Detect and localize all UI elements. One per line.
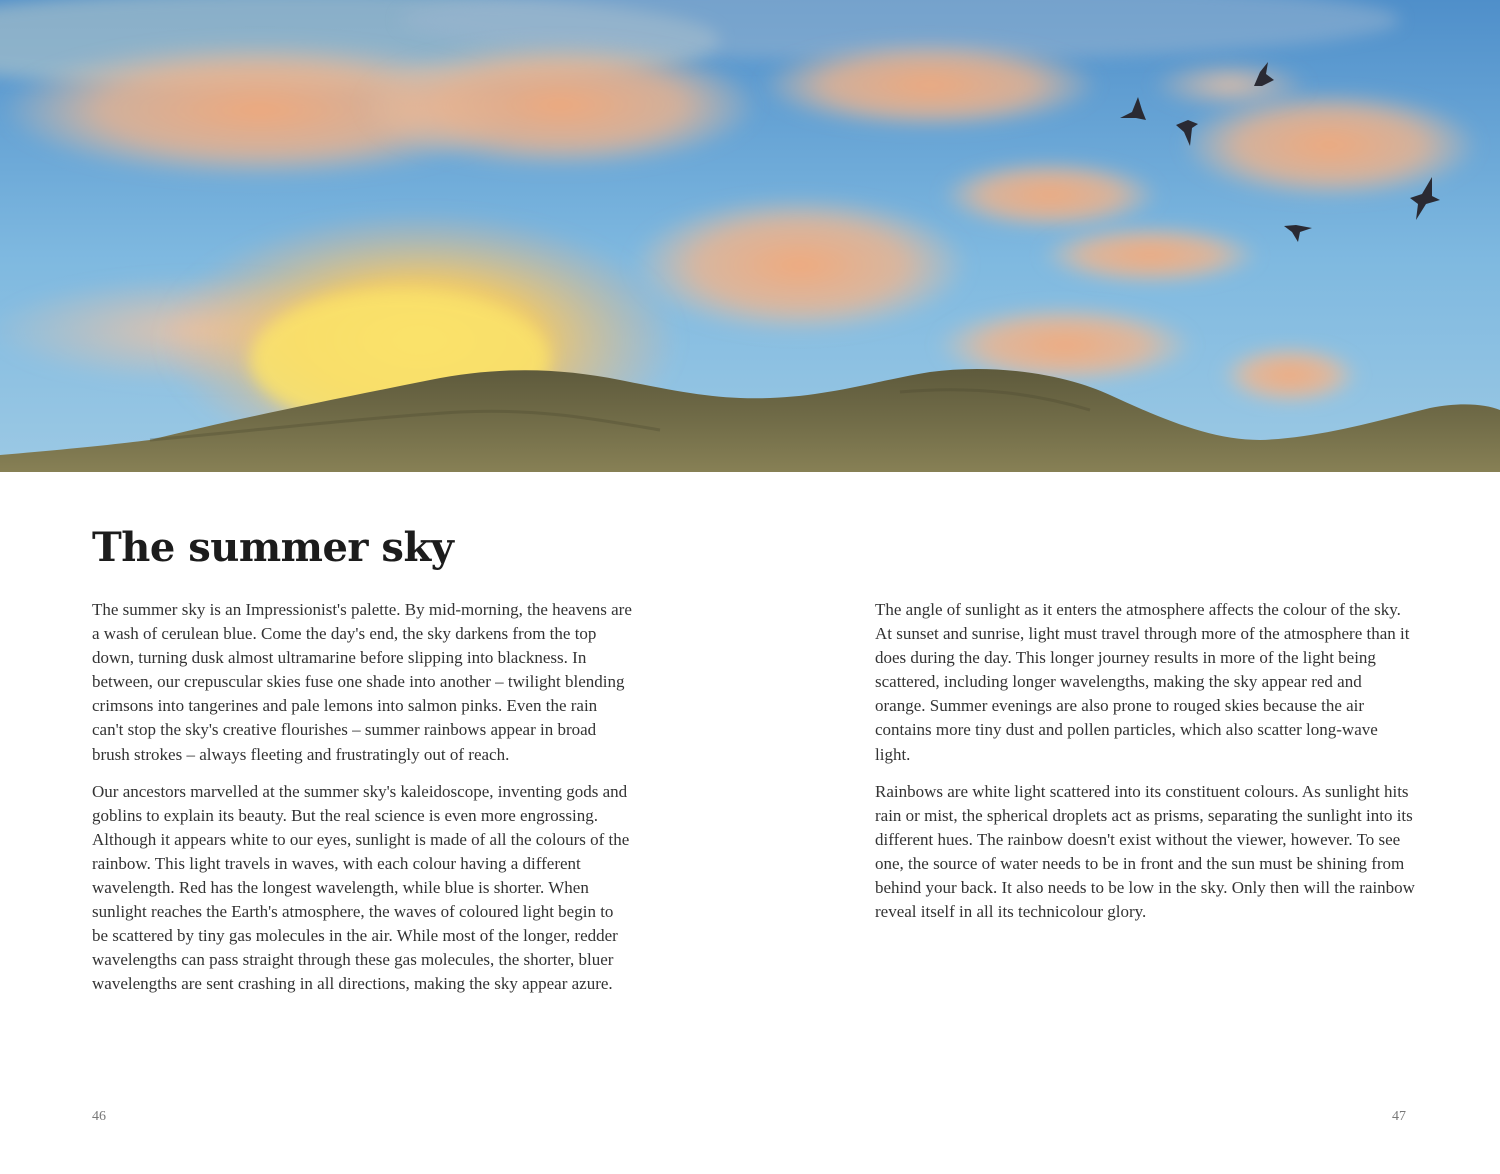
right-column [875,598,1415,937]
page-number-right: 47 [1392,1109,1406,1124]
left-column [92,598,632,1010]
sunset-sky-illustration [0,0,1500,472]
page-title: The summer sky [92,524,454,571]
page-number-left: 46 [92,1109,106,1124]
paragraph: Our ancestors marvelled at the summer sky's kaleidoscope, inventing gods and goblins to explain its beauty. But the real science is even more engrossing. Although it appears white to our eyes, sunlight is made of all the colours of the rainbow. This light travels in waves, with each colour having a different wavelength. Red has the longest wavelength, while blue is shorter. When sunlight reaches the Earth's atmosphere, the waves of coloured light begin to be scattered by tiny gas molecules in the air. While most of the longer, redder wavelengths can pass straight through these gas molecules, the shorter, bluer wavelengths are sent crashing in all directions, making the sky appear azure. [92,781,630,994]
paragraph: The summer sky is an Impressionist's palette. By mid-morning, the heavens are a wash of cerulean blue. Come the day's end, the sky darkens from the top down, turning dusk almost ultramarine before slipping into blackness. In between, our crepuscular skies fuse one shade into another – twilight blending crimsons into tangerines and pale lemons into salmon pinks. Even the rain can't stop the sky's creative flourishes – summer rainbows appear in broad brush strokes – always fleeting and frustratingly out of reach. [92,600,632,764]
paragraph: Rainbows are white light scattered into its constituent colours. As sunlight hits rain or mist, the spherical droplets act as prisms, separating the sunlight into its different hues. The rainbow doesn't exist without the viewer, however. To see one, the source of water needs to be in front and the sun must be shining from behind your back. It also needs to be low in the sky. Only then will the rainbow reveal itself in all its technicolour glory. [875,781,1415,922]
sky-painting [0,0,1500,472]
paragraph: The angle of sunlight as it enters the atmosphere affects the colour of the sky. At sunset and sunrise, light must travel through more of the atmosphere than it does during the day. This longer journey results in more of the light being scattered, including longer wavelengths, making the sky appear red and orange. Summer evenings are also prone to rouged skies because the air contains more tiny dust and pollen particles, which also scatter long-wave light. [875,600,1410,764]
